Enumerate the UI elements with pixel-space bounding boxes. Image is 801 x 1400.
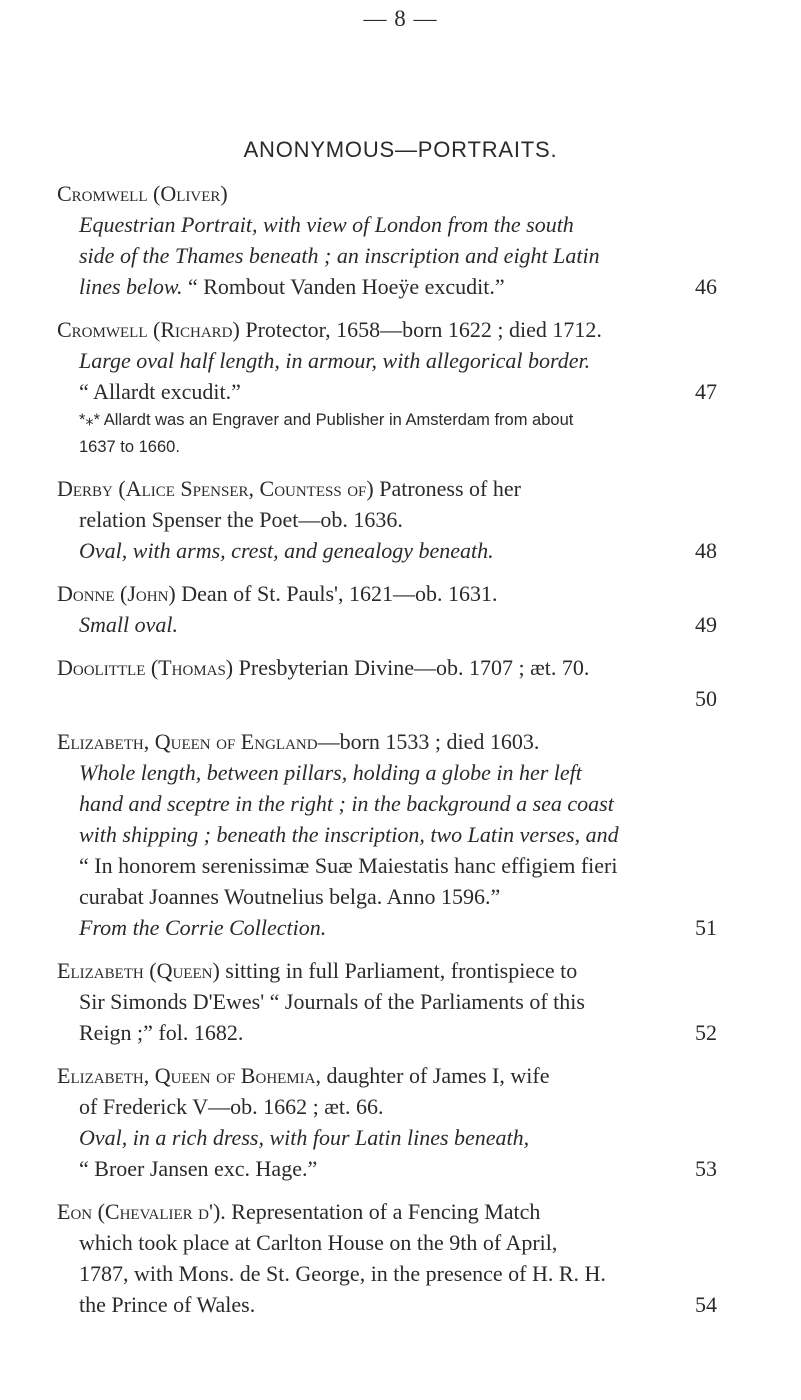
- entry-inscription-line: [57, 1153, 717, 1184]
- entry-title: Cromwell (Oliver): [57, 181, 228, 206]
- entry-details: Patroness of her: [373, 476, 521, 501]
- entry-inscription: “ Allardt excudit.”: [79, 379, 241, 404]
- entry-details: the Prince of Wales.: [79, 1292, 256, 1317]
- entry-description: [57, 535, 717, 566]
- entry-title: Elizabeth, Queen of England: [57, 729, 318, 754]
- entry-details-line: [57, 1017, 717, 1048]
- entry-details: Dean of St. Pauls', 1621—ob. 1631.: [175, 581, 498, 606]
- entry-title: Donne (John): [57, 581, 176, 606]
- entry-number: 50: [695, 686, 717, 711]
- entry-source: From the Corrie Collection.: [79, 915, 327, 940]
- entry-description-italic: Oval, with arms, crest, and genealogy beneath.: [79, 538, 494, 563]
- entry-title-line: [57, 955, 717, 986]
- entry-title-line: [57, 1060, 717, 1091]
- entry-52: [57, 955, 717, 1048]
- entry-number: 51: [695, 915, 717, 940]
- entry-description: side of the Thames beneath ; an inscription and eight Latin: [79, 243, 600, 268]
- entry-description: [57, 376, 717, 407]
- entry-number: 53: [695, 1156, 717, 1181]
- entry-46: [57, 178, 717, 302]
- entry-inscription: “ Rombout Vanden Hoeÿe excudit.”: [182, 274, 505, 299]
- entry-description: [57, 609, 717, 640]
- entry-description-italic: Small oval.: [79, 612, 178, 637]
- entry-title: Elizabeth (Queen): [57, 958, 220, 983]
- entry-title-line: [57, 726, 717, 757]
- entry-description: Oval, in a rich dress, with four Latin lines beneath,: [79, 1125, 530, 1150]
- entry-number: 47: [695, 379, 717, 404]
- entry-inscription: “ In honorem serenissimæ Suæ Maiestatis hanc effigiem fieri: [79, 853, 618, 878]
- entry-description: [57, 912, 717, 943]
- entry-details: Presbyterian Divine—ob. 1707 ; æt. 70.: [233, 655, 590, 680]
- entry-details: Representation of a Fencing Match: [225, 1199, 541, 1224]
- entry-title-line: [57, 473, 717, 504]
- entry-title-line: [57, 1196, 717, 1227]
- entry-51: [57, 726, 717, 943]
- entry-number: 54: [695, 1292, 717, 1317]
- entry-details: which took place at Carlton House on the 9th of April,: [79, 1230, 558, 1255]
- entry-details: Protector, 1658—born 1622 ; died 1712.: [239, 317, 602, 342]
- entry-details: Reign ;” fol. 1682.: [79, 1020, 244, 1045]
- entry-description: Whole length, between pillars, holding a globe in her left: [79, 760, 582, 785]
- entry-details: —born 1533 ; died 1603.: [317, 729, 540, 754]
- entry-details: of Frederick V—ob. 1662 ; æt. 66.: [79, 1094, 384, 1119]
- entry-description: Equestrian Portrait, with view of London from the south: [79, 212, 574, 237]
- entry-53: [57, 1060, 717, 1184]
- page-number: — 8 —: [363, 6, 438, 31]
- entry-details: 1787, with Mons. de St. George, in the presence of H. R. H.: [79, 1261, 606, 1286]
- entry-title-line: [57, 314, 717, 345]
- entry-title-line: [57, 578, 717, 609]
- entry-note: *⁎* Allardt was an Engraver and Publisher in Amsterdam from about: [79, 411, 574, 429]
- entry-title: Doolittle (Thomas): [57, 655, 234, 680]
- entry-details: relation Spenser the Poet—ob. 1636.: [79, 507, 403, 532]
- entry-title: Eon (Chevalier d').: [57, 1199, 226, 1224]
- entry-description: with shipping ; beneath the inscription, two Latin verses, and: [79, 822, 619, 847]
- catalogue-entries: [57, 178, 717, 1332]
- entry-number: 49: [695, 612, 717, 637]
- entry-number: 48: [695, 538, 717, 563]
- entry-description: [57, 271, 717, 302]
- entry-49: [57, 578, 717, 640]
- entry-number: 52: [695, 1020, 717, 1045]
- entry-description: hand and sceptre in the right ; in the background a sea coast: [79, 791, 614, 816]
- entry-47: [57, 314, 717, 461]
- entry-title: Cromwell (Richard): [57, 317, 240, 342]
- entry-details: daughter of James I, wife: [320, 1063, 550, 1088]
- entry-inscription: curabat Joannes Woutnelius belga. Anno 1596.”: [79, 884, 501, 909]
- entry-inscription: “ Broer Jansen exc. Hage.”: [79, 1156, 318, 1181]
- entry-title-line: [57, 652, 717, 683]
- entry-note: 1637 to 1660.: [79, 438, 180, 456]
- page-heading: ANONYMOUS—PORTRAITS.: [243, 137, 558, 162]
- entry-description: Large oval half length, in armour, with allegorical border.: [79, 348, 591, 373]
- entry-number: 46: [695, 274, 717, 299]
- entry-title: Derby (Alice Spenser, Countess of): [57, 476, 374, 501]
- entry-details: Sir Simonds D'Ewes' “ Journals of the Parliaments of this: [79, 989, 585, 1014]
- entry-54: [57, 1196, 717, 1320]
- entry-description-italic: lines below.: [79, 274, 183, 299]
- entry-details-line: [57, 1289, 717, 1320]
- entry-48: [57, 473, 717, 566]
- entry-title: Elizabeth, Queen of Bohemia,: [57, 1063, 321, 1088]
- entry-details: sitting in full Parliament, frontispiece to: [219, 958, 578, 983]
- entry-number-line: [57, 683, 717, 714]
- entry-50: [57, 652, 717, 714]
